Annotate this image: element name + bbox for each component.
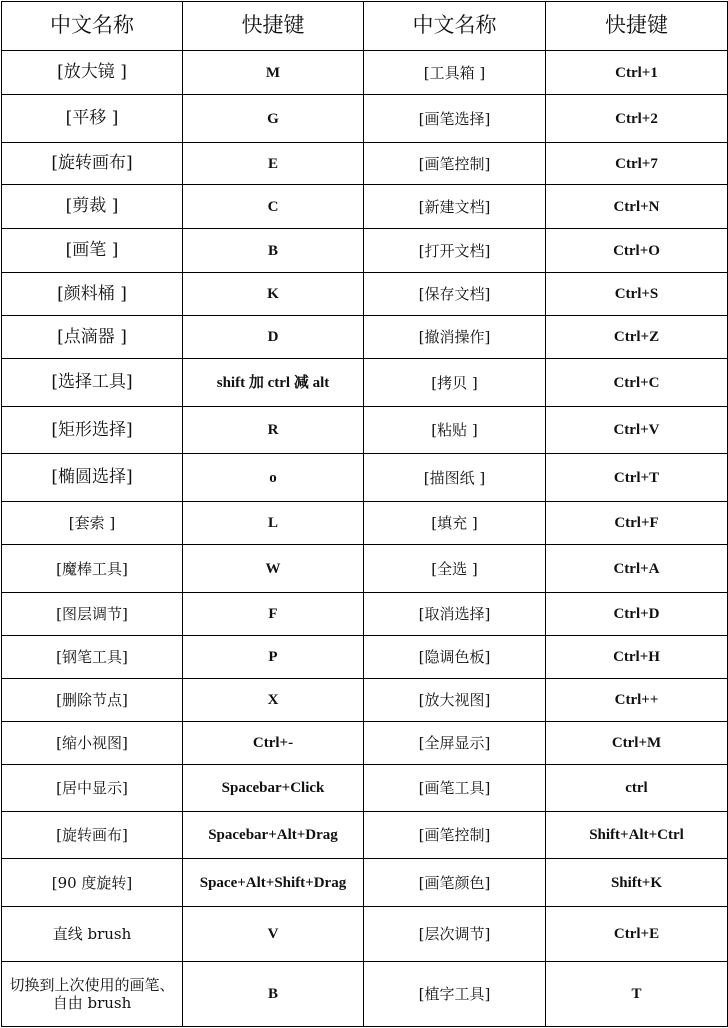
shortcut-key: Ctrl+-: [183, 722, 364, 765]
shortcut-key: Ctrl+V: [546, 407, 728, 454]
tool-name: [90 度旋转]: [2, 859, 183, 907]
tool-name: [取消选择]: [364, 593, 546, 636]
shortcut-key: Space+Alt+Shift+Drag: [183, 859, 364, 907]
tool-name: 切换到上次使用的画笔、自由 brush: [2, 962, 183, 1027]
shortcut-key: Ctrl+A: [546, 545, 728, 593]
table-row: [2, 51, 728, 95]
table-row: [2, 316, 728, 359]
tool-name: [删除节点]: [2, 679, 183, 722]
header-shortcut-2: 快捷键: [546, 2, 728, 51]
table-row: [2, 636, 728, 679]
tool-name: [画笔颜色]: [364, 859, 546, 907]
shortcut-key: Shift+K: [546, 859, 728, 907]
tool-name: [描图纸 ]: [364, 454, 546, 502]
shortcut-key: X: [183, 679, 364, 722]
tool-name: [粘贴 ]: [364, 407, 546, 454]
tool-name: [缩小视图]: [2, 722, 183, 765]
table-row: [2, 545, 728, 593]
tool-name: [全选 ]: [364, 545, 546, 593]
shortcut-key: W: [183, 545, 364, 593]
tool-name: [居中显示]: [2, 765, 183, 812]
shortcut-key: Ctrl+T: [546, 454, 728, 502]
shortcut-key: F: [183, 593, 364, 636]
shortcut-key: Ctrl+7: [546, 143, 728, 185]
table-row: [2, 185, 728, 229]
shortcut-key: Ctrl+S: [546, 273, 728, 316]
tool-name: [打开文档]: [364, 229, 546, 273]
tool-name: [魔棒工具]: [2, 545, 183, 593]
tool-name: [工具箱 ]: [364, 51, 546, 95]
shortcut-key: G: [183, 95, 364, 143]
tool-name: [剪裁 ]: [2, 185, 183, 229]
shortcut-key: Ctrl+D: [546, 593, 728, 636]
header-row: [2, 2, 728, 51]
shortcut-key: Ctrl+C: [546, 359, 728, 407]
tool-name: [画笔工具]: [364, 765, 546, 812]
tool-name: [点滴器 ]: [2, 316, 183, 359]
shortcut-key: Ctrl+2: [546, 95, 728, 143]
tool-name: [选择工具]: [2, 359, 183, 407]
shortcut-key: ctrl: [546, 765, 728, 812]
shortcut-key: Ctrl+Z: [546, 316, 728, 359]
shortcut-key: L: [183, 502, 364, 545]
tool-name: [层次调节]: [364, 907, 546, 962]
shortcut-key: o: [183, 454, 364, 502]
shortcut-key: E: [183, 143, 364, 185]
table-row: [2, 907, 728, 962]
table-row: [2, 812, 728, 859]
tool-name: 直线 brush: [2, 907, 183, 962]
table-row: [2, 679, 728, 722]
table-row: [2, 962, 728, 1027]
shortcut-key: B: [183, 962, 364, 1027]
table-row: [2, 273, 728, 316]
shortcut-key: R: [183, 407, 364, 454]
table-row: [2, 502, 728, 545]
tool-name: [新建文档]: [364, 185, 546, 229]
shortcut-key: Ctrl+1: [546, 51, 728, 95]
tool-name: [隐调色板]: [364, 636, 546, 679]
shortcut-key: Ctrl+N: [546, 185, 728, 229]
tool-name: [拷贝 ]: [364, 359, 546, 407]
tool-name: [画笔控制]: [364, 812, 546, 859]
tool-name: [保存文档]: [364, 273, 546, 316]
shortcut-key: Ctrl+O: [546, 229, 728, 273]
tool-name: [旋转画布]: [2, 143, 183, 185]
table-row: [2, 859, 728, 907]
header-chinese-name-2: 中文名称: [364, 2, 546, 51]
table-row: [2, 229, 728, 273]
tool-name: [图层调节]: [2, 593, 183, 636]
shortcut-key: Ctrl++: [546, 679, 728, 722]
header-chinese-name-1: 中文名称: [2, 2, 183, 51]
shortcut-key: T: [546, 962, 728, 1027]
tool-name: [套索 ]: [2, 502, 183, 545]
tool-name: [放大镜 ]: [2, 51, 183, 95]
shortcut-key: Spacebar+Click: [183, 765, 364, 812]
tool-name: [画笔控制]: [364, 143, 546, 185]
tool-name: [旋转画布]: [2, 812, 183, 859]
tool-name: [放大视图]: [364, 679, 546, 722]
shortcut-key: Ctrl+H: [546, 636, 728, 679]
tool-name: [画笔 ]: [2, 229, 183, 273]
table-row: [2, 359, 728, 407]
shortcut-key: shift 加 ctrl 减 alt: [183, 359, 364, 407]
tool-name: [全屏显示]: [364, 722, 546, 765]
shortcut-key: V: [183, 907, 364, 962]
shortcut-key: Shift+Alt+Ctrl: [546, 812, 728, 859]
tool-name: [撤消操作]: [364, 316, 546, 359]
table-row: [2, 95, 728, 143]
tool-name: [钢笔工具]: [2, 636, 183, 679]
tool-name: [画笔选择]: [364, 95, 546, 143]
table-row: [2, 722, 728, 765]
tool-name: [颜料桶 ]: [2, 273, 183, 316]
shortcut-key: D: [183, 316, 364, 359]
shortcut-key: Ctrl+M: [546, 722, 728, 765]
shortcut-key: P: [183, 636, 364, 679]
table-row: [2, 765, 728, 812]
table-row: [2, 593, 728, 636]
header-shortcut-1: 快捷键: [183, 2, 364, 51]
tool-name: [平移 ]: [2, 95, 183, 143]
shortcut-key: B: [183, 229, 364, 273]
shortcut-table: [1, 1, 728, 1027]
tool-name: [椭圆选择]: [2, 454, 183, 502]
shortcut-key: Ctrl+E: [546, 907, 728, 962]
shortcut-key: Spacebar+Alt+Drag: [183, 812, 364, 859]
tool-name: [矩形选择]: [2, 407, 183, 454]
tool-name: [植字工具]: [364, 962, 546, 1027]
table-row: [2, 454, 728, 502]
shortcut-key: M: [183, 51, 364, 95]
table-row: [2, 407, 728, 454]
table-row: [2, 143, 728, 185]
shortcut-key: Ctrl+F: [546, 502, 728, 545]
shortcut-key: K: [183, 273, 364, 316]
shortcut-key: C: [183, 185, 364, 229]
tool-name: [填充 ]: [364, 502, 546, 545]
